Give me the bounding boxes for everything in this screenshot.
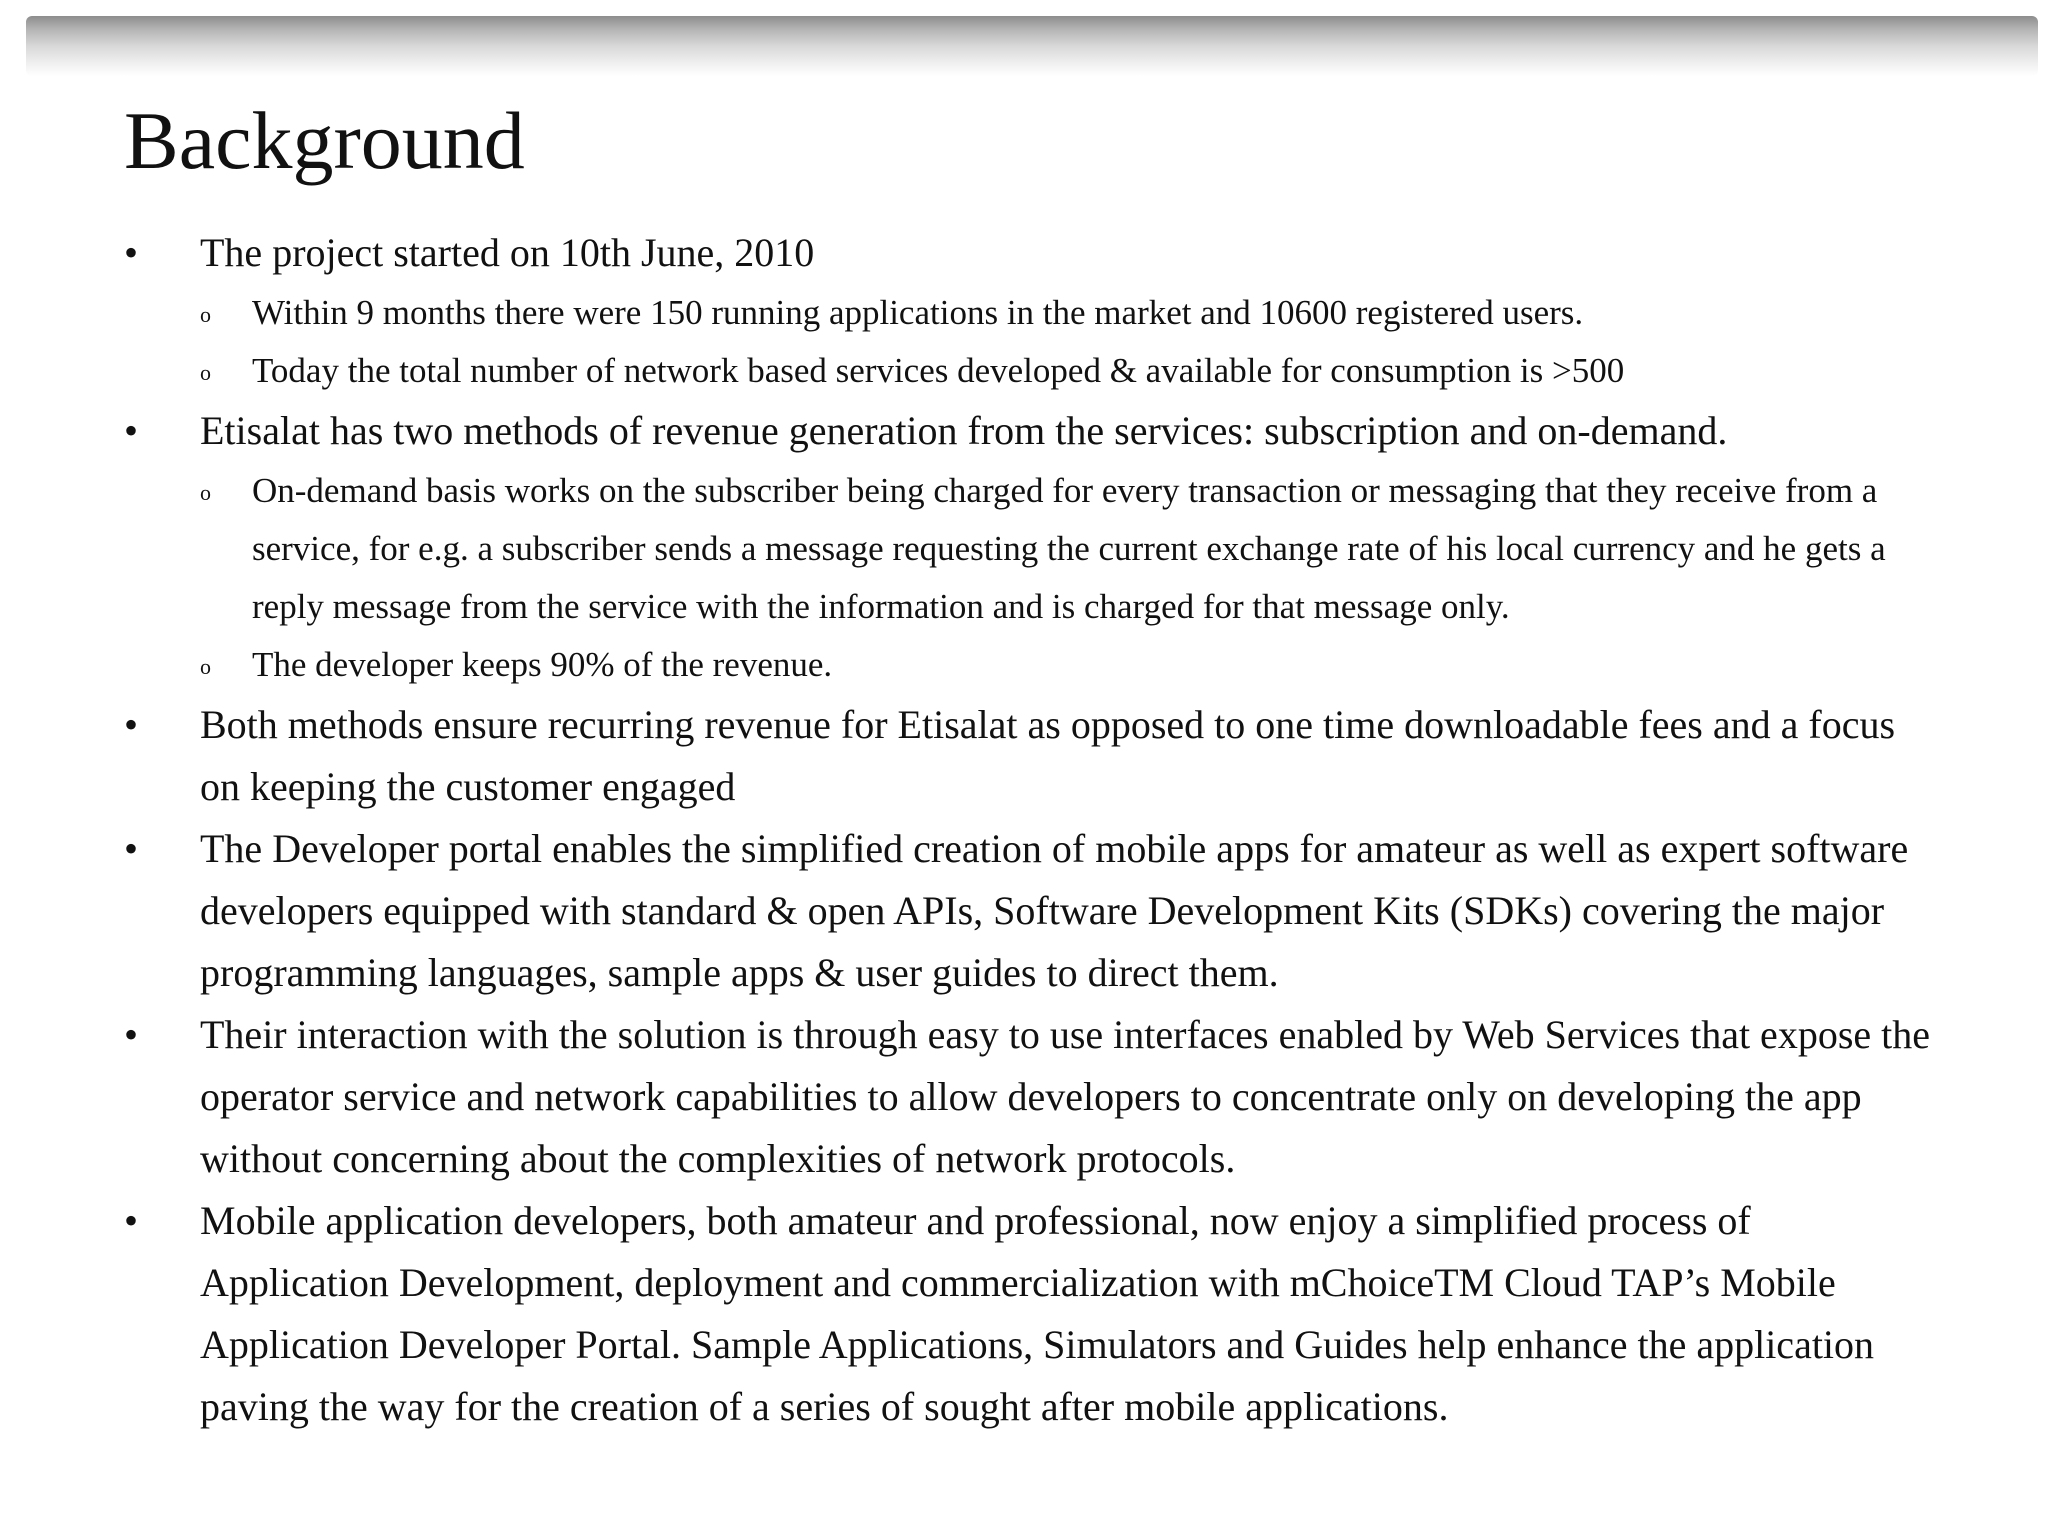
bullet-marker: • — [124, 1198, 139, 1243]
sub-bullet-marker: o — [200, 302, 211, 327]
slide-header-bar — [26, 16, 2038, 76]
bullet-text: Mobile application developers, both amateur and professional, now enjoy a simplified process of Application Development, deployment and commercialization with mChoiceTM Cloud TAP’s Mobile Application Developer Portal. Sample Applications, Simulators and Guides help enhance the application paving the way for the creation of a series of sought after mobile applications. — [200, 1198, 1875, 1429]
bullet-text: Their interaction with the solution is through easy to use interfaces enabled by Web Services that expose the operator service and network capabilities to allow developers to concentrate only on developing the app without concerning about the complexities of network protocols. — [200, 1012, 1930, 1181]
bullet-item — [124, 818, 1944, 1004]
sub-bullet-item — [200, 284, 1944, 342]
sub-bullet-list — [200, 284, 1944, 400]
bullet-item — [124, 222, 1944, 400]
bullet-text: The Developer portal enables the simplified creation of mobile apps for amateur as well as expert software developers equipped with standard & open APIs, Software Development Kits (SDKs) covering the major programming languages, sample apps & user guides to direct them. — [200, 826, 1909, 995]
sub-bullet-item — [200, 636, 1944, 694]
bullet-text: Both methods ensure recurring revenue for Etisalat as opposed to one time downloadable fees and a focus on keeping the customer engaged — [200, 702, 1896, 809]
sub-bullet-item — [200, 462, 1944, 636]
bullet-marker: • — [124, 702, 139, 747]
sub-bullet-marker: o — [200, 654, 211, 679]
sub-bullet-text: Today the total number of network based services developed & available for consumption is >500 — [252, 351, 1625, 390]
sub-bullet-text: On-demand basis works on the subscriber being charged for every transaction or messaging that they receive from a service, for e.g. a subscriber sends a message requesting the current exchange rate of his local currency and he gets a reply message from the service with the information and is charged for that message only. — [252, 471, 1886, 626]
bullet-text: The project started on 10th June, 2010 — [200, 230, 815, 275]
sub-bullet-list — [200, 462, 1944, 694]
sub-bullet-item — [200, 342, 1944, 400]
bullet-text: Etisalat has two methods of revenue generation from the services: subscription and on-demand. — [200, 408, 1728, 453]
bullet-item — [124, 1004, 1944, 1190]
bullet-item — [124, 400, 1944, 694]
bullet-item — [124, 694, 1944, 818]
sub-bullet-text: Within 9 months there were 150 running applications in the market and 10600 registered users. — [252, 293, 1584, 332]
sub-bullet-marker: o — [200, 360, 211, 385]
slide-title: Background — [124, 95, 525, 186]
bullet-marker: • — [124, 408, 139, 453]
bullet-list — [124, 222, 1944, 1438]
bullet-marker: • — [124, 230, 139, 275]
bullet-item — [124, 1190, 1944, 1438]
sub-bullet-text: The developer keeps 90% of the revenue. — [252, 645, 833, 684]
sub-bullet-marker: o — [200, 480, 211, 505]
bullet-marker: • — [124, 826, 139, 871]
bullet-marker: • — [124, 1012, 139, 1057]
